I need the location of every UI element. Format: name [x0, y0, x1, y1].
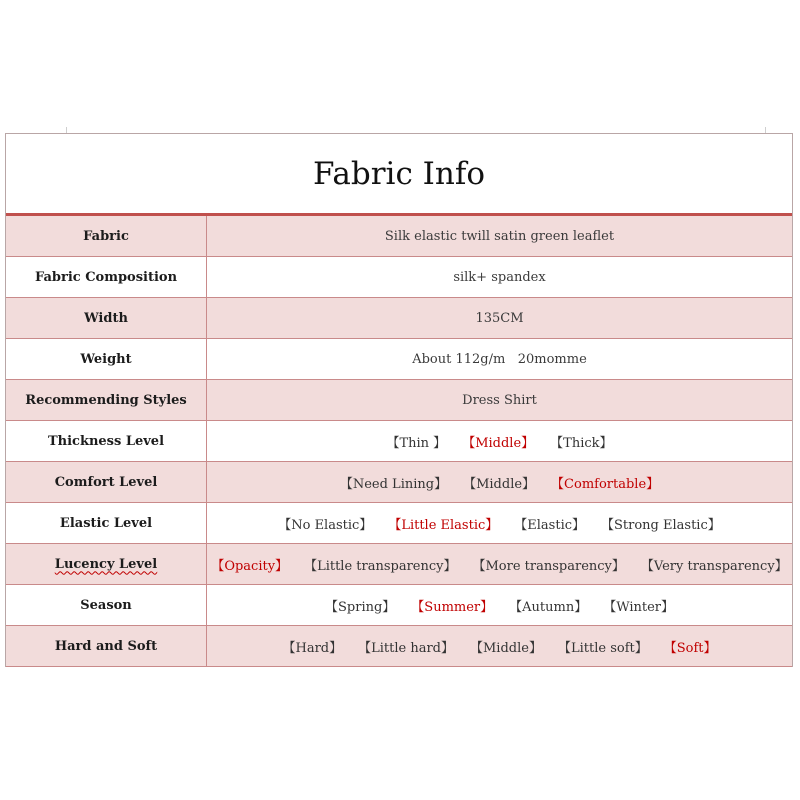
- row-value: [207, 421, 792, 461]
- table-row-elastic: [6, 503, 792, 544]
- table-row-season: [6, 585, 792, 626]
- row-value: [207, 585, 792, 625]
- option-tag: 【Little Elastic】: [388, 517, 499, 533]
- option-tag: 【Middle】: [463, 476, 536, 492]
- row-value: Silk elastic twill satin green leaflet: [384, 228, 615, 244]
- option-group: [325, 596, 674, 615]
- option-tag: 【Thin 】: [386, 435, 447, 451]
- option-tag: 【Thick】: [550, 435, 613, 451]
- option-tag: 【Middle】: [470, 640, 542, 656]
- table-row-comfort: [6, 462, 792, 503]
- option-tag: 【No Elastic】: [278, 517, 373, 533]
- row-value: [207, 544, 792, 584]
- table-row-lucency: [6, 544, 792, 585]
- option-tag: 【Little hard】: [358, 640, 454, 656]
- option-tag: 【Soft】: [663, 640, 717, 656]
- option-tag: 【Need Lining】: [339, 476, 448, 492]
- row-value: [207, 503, 792, 543]
- option-group: [278, 514, 721, 533]
- option-group: [386, 432, 612, 451]
- row-value: [207, 626, 792, 666]
- fabric-info-table: [5, 133, 793, 667]
- row-label: Fabric Composition: [6, 257, 207, 297]
- option-tag: 【Hard】: [282, 640, 343, 656]
- option-tag: 【Middle】: [462, 435, 535, 451]
- option-tag: 【Winter】: [603, 599, 674, 615]
- option-tag: 【Summer】: [411, 599, 494, 615]
- option-group: [211, 555, 787, 574]
- option-tag: 【Very transparency】: [640, 558, 788, 574]
- table-row-width: [6, 298, 792, 339]
- row-label: Weight: [6, 339, 207, 379]
- option-tag: 【Comfortable】: [551, 476, 660, 492]
- table-row-fabric: [6, 216, 792, 257]
- option-tag: 【Little transparency】: [304, 558, 457, 574]
- option-tag: 【Little soft】: [557, 640, 648, 656]
- row-label: Hard and Soft: [6, 626, 207, 666]
- row-value: [207, 462, 792, 502]
- option-tag: 【Elastic】: [514, 517, 586, 533]
- row-label: Thickness Level: [6, 421, 207, 461]
- row-label-text: Lucency Level: [54, 556, 158, 572]
- row-label: Fabric: [6, 216, 207, 256]
- option-tag: 【More transparency】: [472, 558, 625, 574]
- table-row-hard-soft: [6, 626, 792, 667]
- row-label: Recommending Styles: [6, 380, 207, 420]
- option-group: [340, 473, 659, 492]
- table-row-composition: [6, 257, 792, 298]
- option-tag: 【Autumn】: [509, 599, 588, 615]
- option-tag: 【Opacity】: [211, 558, 289, 574]
- title-cell: [6, 134, 792, 216]
- option-tag: 【Spring】: [325, 599, 396, 615]
- row-value: Dress Shirt: [462, 392, 537, 408]
- row-label: Elastic Level: [6, 503, 207, 543]
- row-label: Season: [6, 585, 207, 625]
- row-label: Comfort Level: [6, 462, 207, 502]
- table-row-styles: [6, 380, 792, 421]
- table-row-thickness: [6, 421, 792, 462]
- page-title: Fabric Info: [312, 155, 486, 192]
- row-label: Width: [6, 298, 207, 338]
- row-value: silk+ spandex: [453, 269, 546, 285]
- option-group: [282, 637, 716, 656]
- row-value: About 112g/m 20momme: [412, 351, 587, 367]
- table-row-weight: [6, 339, 792, 380]
- row-label: [6, 544, 207, 584]
- row-value: 135CM: [475, 310, 524, 326]
- option-tag: 【Strong Elastic】: [601, 517, 721, 533]
